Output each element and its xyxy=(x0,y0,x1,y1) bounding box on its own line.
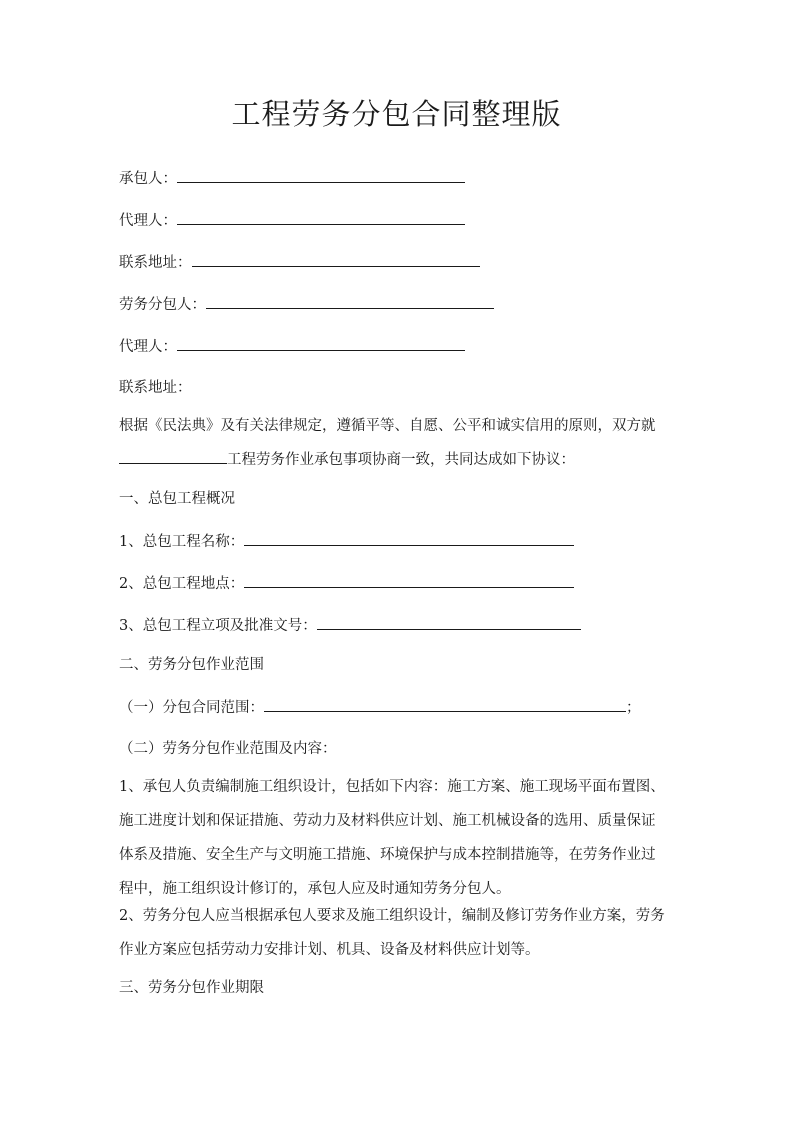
contractor-duties-paragraph xyxy=(119,770,677,906)
contractor-blank[interactable] xyxy=(177,168,465,183)
subcontractor-address-line xyxy=(119,378,192,398)
labor-subcontractor-label: 劳务分包人： xyxy=(119,297,206,313)
duties-line-4: 程中，施工组织设计修订的，承包人应及时通知劳务分包人。 xyxy=(119,881,511,897)
duties-line-1: 1、承包人负责编制施工组织设计，包括如下内容：施工方案、施工现场平面布置图、 xyxy=(119,779,665,795)
duties-line-3: 体系及措施、安全生产与文明施工措施、环境保护与成本控制措施等，在劳务作业过 xyxy=(119,847,656,863)
project-location-line xyxy=(119,573,574,594)
project-name-blank[interactable] xyxy=(119,449,227,464)
section-1-heading: 一、总包工程概况 xyxy=(119,491,235,507)
project-approval-label: 3、总包工程立项及批准文号： xyxy=(119,618,317,634)
contractor-agent-line xyxy=(119,210,465,231)
section-2-heading: 二、劳务分包作业范围 xyxy=(119,657,264,673)
subcontract-scope-blank[interactable] xyxy=(264,697,626,712)
section-3-heading: 三、劳务分包作业期限 xyxy=(119,980,264,996)
project-name-field-blank[interactable] xyxy=(244,531,574,546)
project-location-blank[interactable] xyxy=(244,573,574,588)
contractor-label: 承包人： xyxy=(119,171,177,187)
labor-subcontractor-blank[interactable] xyxy=(206,294,494,309)
preamble-line-2-text: 工程劳务作业承包事项协商一致，共同达成如下协议： xyxy=(227,452,575,468)
subcontract-scope-line xyxy=(119,697,641,718)
project-name-line xyxy=(119,531,574,552)
subcontractor-agent-label: 代理人： xyxy=(119,339,177,355)
contractor-address-line xyxy=(119,252,480,273)
subcontractor-agent-line xyxy=(119,336,465,357)
sub-duties-line-1: 2、劳务分包人应当根据承包人要求及施工组织设计，编制及修订劳务作业方案，劳务 xyxy=(119,908,665,924)
project-location-label: 2、总包工程地点： xyxy=(119,576,245,592)
subcontractor-duties-paragraph xyxy=(119,899,677,967)
work-scope-heading: （二）劳务分包作业范围及内容： xyxy=(119,741,337,757)
project-name-label: 1、总包工程名称： xyxy=(119,534,245,550)
contractor-line xyxy=(119,168,465,189)
subcontractor-address-label: 联系地址： xyxy=(119,380,192,396)
subcontract-scope-label: （一）分包合同范围： xyxy=(119,700,264,716)
document-title: 工程劳务分包合同整理版 xyxy=(231,97,562,131)
preamble-line-2 xyxy=(119,443,677,477)
subcontractor-agent-blank[interactable] xyxy=(177,336,465,351)
contractor-agent-blank[interactable] xyxy=(177,210,465,225)
contractor-address-label: 联系地址： xyxy=(119,255,192,271)
preamble-paragraph xyxy=(119,409,677,477)
subcontract-scope-suffix: ； xyxy=(626,700,641,716)
project-approval-blank[interactable] xyxy=(317,615,581,630)
contractor-agent-label: 代理人： xyxy=(119,213,177,229)
labor-subcontractor-line xyxy=(119,294,494,315)
duties-line-2: 施工进度计划和保证措施、劳动力及材料供应计划、施工机械设备的选用、质量保证 xyxy=(119,813,656,829)
preamble-line-1: 根据《民法典》及有关法律规定，遵循平等、自愿、公平和诚实信用的原则，双方就 xyxy=(119,418,656,434)
sub-duties-line-2: 作业方案应包括劳动力安排计划、机具、设备及材料供应计划等。 xyxy=(119,942,540,958)
project-approval-line xyxy=(119,615,581,636)
contractor-address-blank[interactable] xyxy=(192,252,480,267)
